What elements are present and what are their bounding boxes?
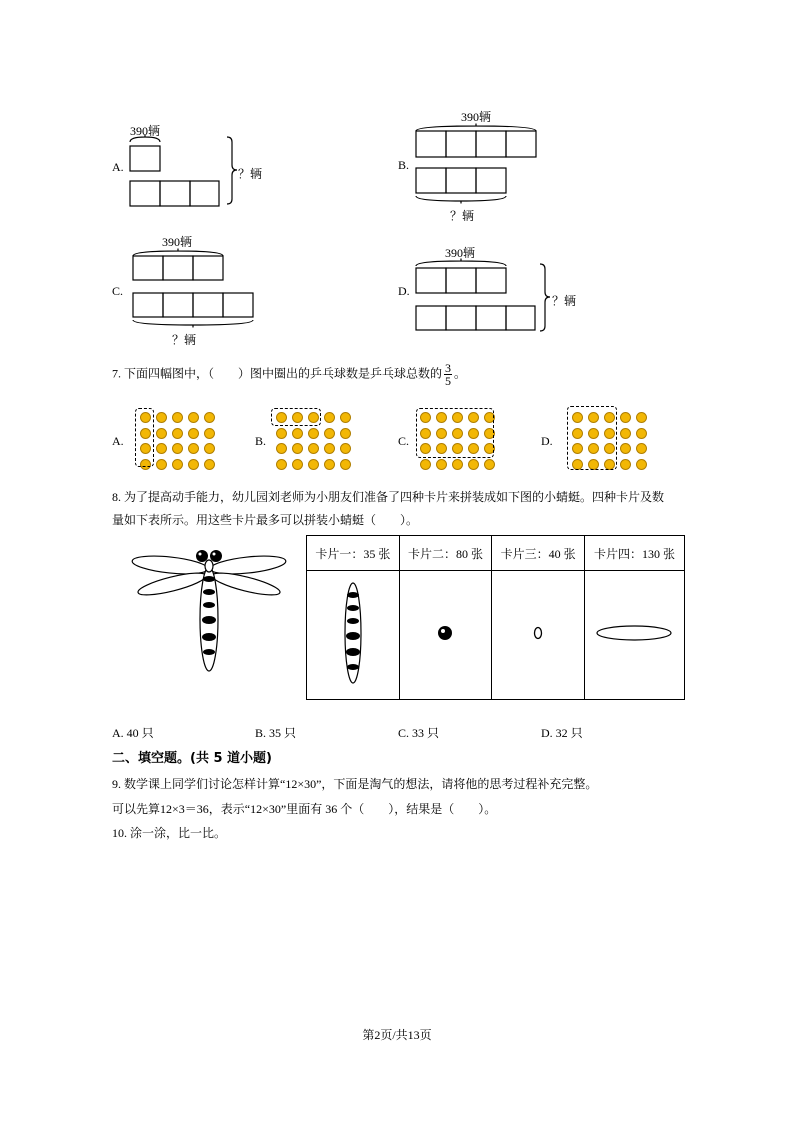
q7-d-ball	[620, 443, 631, 454]
q7-c-ball	[484, 459, 495, 470]
q7-c-ball	[452, 459, 463, 470]
q6-b-top-label: 390辆	[461, 110, 492, 124]
q6-b-bottom-label: ？辆	[450, 209, 475, 223]
q7-a-ball	[204, 459, 215, 470]
q10-text: 10. 涂一涂，比一比。	[112, 826, 227, 840]
q7-b-ball	[308, 428, 319, 439]
q7-b-ball	[340, 428, 351, 439]
q7-b-ball	[292, 459, 303, 470]
q6-c-bottom-label: ？辆	[172, 333, 197, 347]
q7-d-selection	[567, 406, 617, 470]
dragonfly-illustration	[128, 545, 288, 675]
card-3-head-icon	[531, 625, 545, 641]
q7-frac-num: 3	[445, 361, 452, 375]
q7-b-ball	[308, 443, 319, 454]
card-4-header: 卡片四：130 张	[584, 536, 684, 571]
q7-d-ball	[636, 428, 647, 439]
q8-answer-d: D. 32 只	[541, 726, 583, 740]
q7-a-ball	[188, 412, 199, 423]
q7-b-ball	[340, 443, 351, 454]
q7-a-ball	[172, 459, 183, 470]
q7-d-ball	[620, 459, 631, 470]
q9-line2: 可以先算12×3＝36，表示“12×30”里面有 36 个（ ），结果是（ ）。	[112, 802, 497, 816]
q6-a-brace-label: ？辆	[238, 167, 263, 181]
card-1-shape	[307, 571, 400, 700]
card-4-wing-icon	[594, 623, 674, 643]
q7-a-ball	[156, 459, 167, 470]
card-table	[306, 535, 685, 700]
q6-c-letter: C.	[112, 284, 124, 298]
q7-a-ball	[172, 412, 183, 423]
q7-a-ball	[156, 412, 167, 423]
q6-d-brace-label: ？辆	[552, 294, 577, 308]
q7-b-ball	[292, 428, 303, 439]
q7-b-ball	[276, 459, 287, 470]
q6-b-letter: B.	[398, 158, 410, 172]
card-2-header: 卡片二：80 张	[399, 536, 492, 571]
q7-b-ball	[340, 459, 351, 470]
q6-c-top-label: 390辆	[162, 235, 193, 249]
card-2-eye-icon	[435, 623, 455, 643]
q7-fraction	[444, 362, 452, 387]
q7-a-ball	[204, 412, 215, 423]
q7-b-ball	[340, 412, 351, 423]
q7-d-ball	[636, 459, 647, 470]
card-4-shape	[584, 571, 684, 700]
q7-d-ball	[620, 412, 631, 423]
card-3-shape	[492, 571, 585, 700]
q6-a-top-label: 390辆	[130, 124, 161, 138]
q7-a-ball	[188, 459, 199, 470]
q7-option-d: D.	[541, 434, 553, 448]
q7-b-ball	[324, 428, 335, 439]
q7-d-ball	[636, 412, 647, 423]
q7-option-b: B.	[255, 434, 267, 448]
q6-d-letter: D.	[398, 284, 410, 298]
q7-d-ball	[620, 428, 631, 439]
q7-b-selection	[271, 408, 321, 426]
q7-a-ball	[204, 443, 215, 454]
q7-a-ball	[156, 443, 167, 454]
q7-b-ball	[324, 443, 335, 454]
section-heading: 二、填空题。(共 5 道小题)	[112, 751, 272, 766]
q6-a-letter: A.	[112, 160, 124, 174]
q7-c-ball	[468, 459, 479, 470]
q7-c-ball	[436, 459, 447, 470]
q7-d-ball	[636, 443, 647, 454]
q7-a-ball	[188, 428, 199, 439]
q7-c-ball	[420, 459, 431, 470]
q7-a-ball	[204, 428, 215, 439]
card-2-shape	[399, 571, 492, 700]
q7-b-ball	[324, 459, 335, 470]
q7-b-ball	[276, 443, 287, 454]
q7-a-ball	[172, 428, 183, 439]
q7-question	[112, 362, 466, 387]
q7-b-ball	[292, 443, 303, 454]
q7-option-a: A.	[112, 434, 124, 448]
q8-line1: 8. 为了提高动手能力，幼儿园刘老师为小朋友们准备了四种卡片来拼装成如下图的小蜻蜓。四种卡片及数	[112, 490, 665, 504]
q7-text-end: 。	[454, 366, 467, 381]
q7-b-ball	[276, 428, 287, 439]
card-1-body-icon	[338, 581, 368, 685]
q7-frac-den: 5	[445, 374, 452, 388]
q8-answer-c: C. 33 只	[398, 726, 440, 740]
q6-d-top-label: 390辆	[445, 246, 476, 260]
q7-b-ball	[308, 459, 319, 470]
q8-answer-a: A. 40 只	[112, 726, 154, 740]
q7-a-ball	[156, 428, 167, 439]
q7-option-c: C.	[398, 434, 410, 448]
q7-b-ball	[324, 412, 335, 423]
q9-line1: 9. 数学课上同学们讨论怎样计算“12×30”，下面是淘气的想法，请将他的思考过程补充完整。	[112, 777, 598, 791]
page-footer: 第2页/共13页	[362, 1028, 432, 1042]
q7-a-selection	[135, 408, 154, 467]
q8-line2: 量如下表所示。用这些卡片最多可以拼装小蜻蜓（ ）。	[112, 513, 419, 527]
q7-c-selection	[416, 408, 494, 458]
q7-a-ball	[188, 443, 199, 454]
q7-text: 7. 下面四幅图中，（ ）图中圈出的乒乓球数是乒乓球总数的	[112, 366, 443, 381]
q8-answer-b: B. 35 只	[255, 726, 297, 740]
q7-a-ball	[172, 443, 183, 454]
card-3-header: 卡片三：40 张	[492, 536, 585, 571]
card-1-header: 卡片一：35 张	[307, 536, 400, 571]
